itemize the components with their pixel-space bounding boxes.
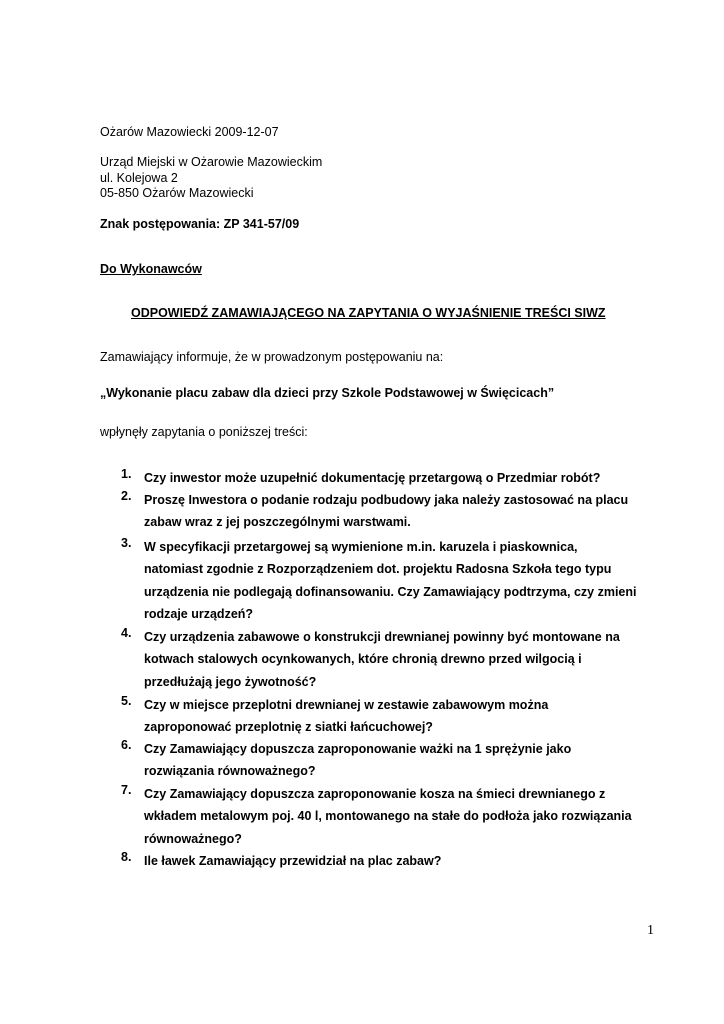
project-title: „Wykonanie placu zabaw dla dzieci przy Szkole Podstawowej w Święcicach” xyxy=(100,386,555,400)
question-text xyxy=(144,694,684,739)
question-text xyxy=(144,467,684,489)
page-number: 1 xyxy=(647,923,654,938)
question-number: 4. xyxy=(121,626,132,640)
question-number: 2. xyxy=(121,489,132,503)
question-line: W specyfikacji przetargowej są wymienione m.in. karuzela i piaskownica, xyxy=(144,540,578,554)
question-line: równoważnego? xyxy=(144,831,242,846)
question-line: natomiast zgodnie z Rozporządzeniem dot. projektu Radosna Szkoła tego typu xyxy=(144,562,612,577)
document-heading: ODPOWIEDŹ ZAMAWIAJĄCEGO NA ZAPYTANIA O WYJAŚNIENIE TREŚCI SIWZ xyxy=(131,306,606,320)
question-number: 3. xyxy=(121,536,132,550)
reference-number: Znak postępowania: ZP 341-57/09 xyxy=(100,217,300,231)
question-text xyxy=(144,489,684,534)
question-line: urządzenia nie podlegają dofinansowaniu. Czy Zamawiający podtrzyma, czy zmieni xyxy=(144,584,637,599)
question-line: Czy Zamawiający dopuszcza zaproponowanie ważki na 1 sprężynie jako xyxy=(144,742,572,756)
question-text xyxy=(144,738,684,783)
question-number: 6. xyxy=(121,738,132,752)
question-line: Czy w miejsce przeplotni drewnianej w zestawie zabawowym można xyxy=(144,698,549,712)
question-line: rozwiązania równoważnego? xyxy=(144,764,316,779)
question-line: przedłużają jego żywotność? xyxy=(144,674,317,689)
question-text xyxy=(144,850,684,872)
question-text xyxy=(144,536,684,625)
place-date: Ożarów Mazowiecki 2009-12-07 xyxy=(100,125,279,139)
question-number: 1. xyxy=(121,467,132,481)
question-number: 8. xyxy=(121,850,132,864)
intro-text: Zamawiający informuje, że w prowadzonym postępowaniu na: xyxy=(100,350,444,364)
address-line-office: Urząd Miejski w Ożarowie Mazowieckim xyxy=(100,155,323,169)
question-line: rodzaje urządzeń? xyxy=(144,606,254,621)
question-line: Czy inwestor może uzupełnić dokumentację przetargową o Przedmiar robót? xyxy=(144,471,601,485)
address-line-street: ul. Kolejowa 2 xyxy=(100,170,178,185)
question-line: Czy Zamawiający dopuszcza zaproponowanie kosza na śmieci drewnianego z xyxy=(144,787,606,801)
question-line: zabaw wraz z jej poszczególnymi warstwami. xyxy=(144,515,411,530)
questions-intro: wpłynęły zapytania o poniższej treści: xyxy=(100,425,308,439)
question-line: Ile ławek Zamawiający przewidział na plac zabaw? xyxy=(144,854,442,868)
address-block xyxy=(100,155,322,202)
address-line-city: 05-850 Ożarów Mazowiecki xyxy=(100,186,254,200)
question-line: Proszę Inwestora o podanie rodzaju podbudowy jaka należy zastosować na placu xyxy=(144,493,629,507)
question-number: 5. xyxy=(121,694,132,708)
question-number: 7. xyxy=(121,783,132,797)
question-line: zaproponować przeplotnię z siatki łańcuchowej? xyxy=(144,720,433,735)
question-line: wkładem metalowym poj. 40 l, montowanego na stałe do podłoża jako rozwiązania xyxy=(144,809,632,824)
question-line: Czy urządzenia zabawowe o konstrukcji drewnianej powinny być montowane na xyxy=(144,630,620,644)
question-line: kotwach stalowych ocynkowanych, które chronią drewno przed wilgocią i xyxy=(144,652,582,667)
recipient: Do Wykonawców xyxy=(100,262,202,276)
question-text xyxy=(144,626,684,693)
question-text xyxy=(144,783,684,850)
